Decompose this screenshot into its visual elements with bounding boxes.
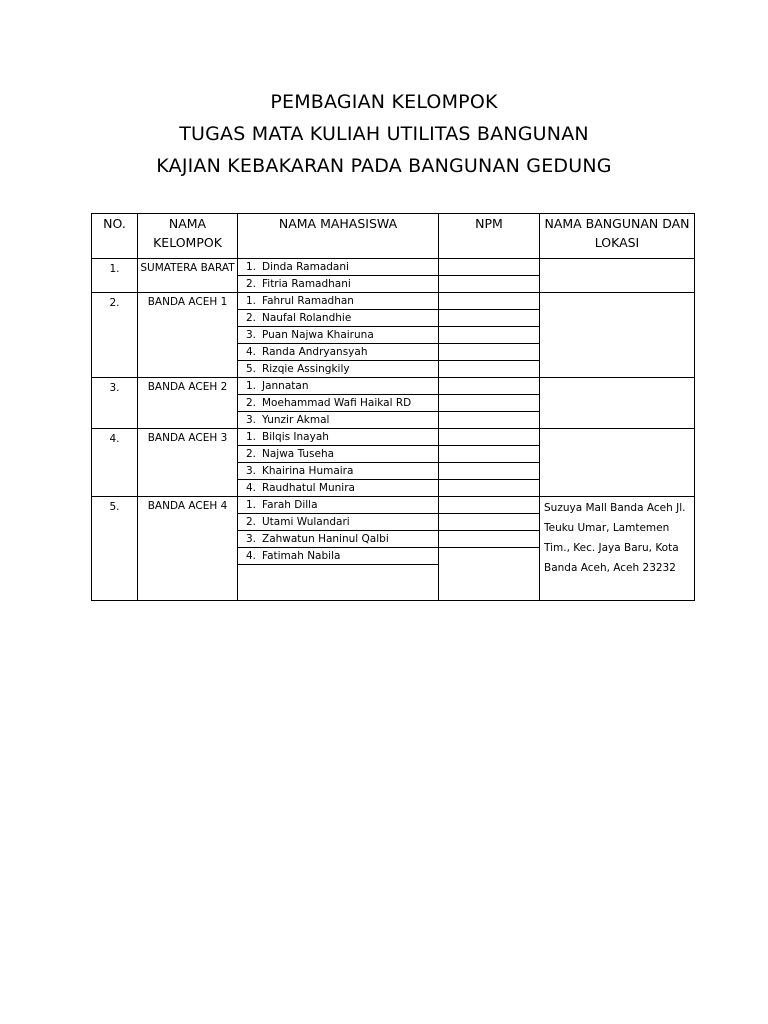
student-number: 1. [246,499,257,511]
student-name: Utami Wulandari [262,516,350,528]
npm-cell [439,395,540,412]
npm-cell [439,327,540,344]
npm-cell [439,344,540,361]
building-location [540,259,695,293]
npm-cell [439,310,540,327]
student-cell [238,378,439,395]
header-npm: NPM [439,214,540,259]
npm-cell [439,514,540,531]
npm-cell [439,480,540,497]
student-name: Najwa Tuseha [262,448,335,460]
student-name: Fahrul Ramadhan [262,295,354,307]
group-number: 3. [92,378,138,429]
building-location: Suzuya Mall Banda Aceh Jl. Teuku Umar, Lamtemen Tim., Kec. Jaya Baru, Kota Banda Aceh, Aceh 23232 [540,497,695,601]
npm-cell [439,276,540,293]
npm-cell [439,361,540,378]
student-name: Rizqie Assingkily [262,363,350,375]
header-nama-kelompok: NAMA KELOMPOK [138,214,238,259]
student-name: Fitria Ramadhani [262,278,351,290]
student-number: 1. [246,295,257,307]
student-cell [238,531,439,548]
group-name: BANDA ACEH 3 [138,429,238,497]
student-name: Fatimah Nabila [262,550,341,562]
student-number: 3. [246,329,257,341]
student-cell [238,429,439,446]
student-name: Jannatan [262,380,309,392]
student-cell [238,361,439,378]
student-name: Naufal Rolandhie [262,312,352,324]
npm-cell [439,412,540,429]
npm-cell [439,446,540,463]
npm-cell [439,378,540,395]
student-number: 5. [246,363,257,375]
table-row [92,497,695,514]
npm-cell [439,463,540,480]
student-cell [238,276,439,293]
student-name: Puan Najwa Khairuna [262,329,374,341]
group-number: 2. [92,293,138,378]
npm-cell [439,259,540,276]
student-cell [238,463,439,480]
student-cell [238,327,439,344]
title-line-1: PEMBAGIAN KELOMPOK [270,91,498,113]
student-name: Moehammad Wafi Haikal RD [262,397,412,409]
student-number: 3. [246,533,257,545]
student-cell [238,497,439,514]
group-name: BANDA ACEH 1 [138,293,238,378]
student-name: Bilqis Inayah [262,431,329,443]
student-number: 4. [246,550,257,562]
table-row [92,259,695,276]
building-location [540,429,695,497]
student-cell [238,446,439,463]
building-location [540,378,695,429]
npm-cell [439,429,540,446]
header-nama-bangunan: NAMA BANGUNAN DAN LOKASI [540,214,695,259]
title-line-2: TUGAS MATA KULIAH UTILITAS BANGUNAN [179,123,589,145]
student-number: 2. [246,397,257,409]
student-cell [238,395,439,412]
student-name: Khairina Humaira [262,465,354,477]
group-name: BANDA ACEH 4 [138,497,238,601]
student-number: 2. [246,516,257,528]
student-number: 2. [246,312,257,324]
header-nama-mahasiswa: NAMA MAHASISWA [238,214,439,259]
student-name: Raudhatul Munira [262,482,355,494]
student-cell [238,344,439,361]
student-name: Dinda Ramadani [262,261,349,273]
group-number: 4. [92,429,138,497]
student-number: 2. [246,278,257,290]
student-number: 2. [246,448,257,460]
table-row [92,378,695,395]
npm-cell [439,548,540,601]
student-number: 1. [246,380,257,392]
building-location [540,293,695,378]
student-cell [238,548,439,565]
student-cell [238,293,439,310]
student-cell [238,514,439,531]
student-cell [238,480,439,497]
header-row [92,214,695,259]
group-name: BANDA ACEH 2 [138,378,238,429]
group-table-body [92,259,695,601]
student-number: 3. [246,414,257,426]
student-name: Zahwatun Haninul Qalbi [262,533,389,545]
npm-cell [439,293,540,310]
student-number: 4. [246,346,257,358]
npm-cell [439,497,540,514]
document-title [0,86,768,182]
student-name: Yunzir Akmal [262,414,330,426]
student-number: 1. [246,261,257,273]
student-cell [238,259,439,276]
title-line-3: KAJIAN KEBAKARAN PADA BANGUNAN GEDUNG [156,155,612,177]
group-number: 5. [92,497,138,601]
group-name: SUMATERA BARAT [138,259,238,293]
npm-cell [439,531,540,548]
group-number: 1. [92,259,138,293]
student-cell [238,565,439,601]
student-name: Randa Andryansyah [262,346,368,358]
header-no: NO. [92,214,138,259]
student-number: 3. [246,465,257,477]
student-number: 4. [246,482,257,494]
group-table [91,213,695,601]
student-cell [238,412,439,429]
student-cell [238,310,439,327]
table-row [92,429,695,446]
student-number: 1. [246,431,257,443]
student-name: Farah Dilla [262,499,318,511]
table-row [92,293,695,310]
